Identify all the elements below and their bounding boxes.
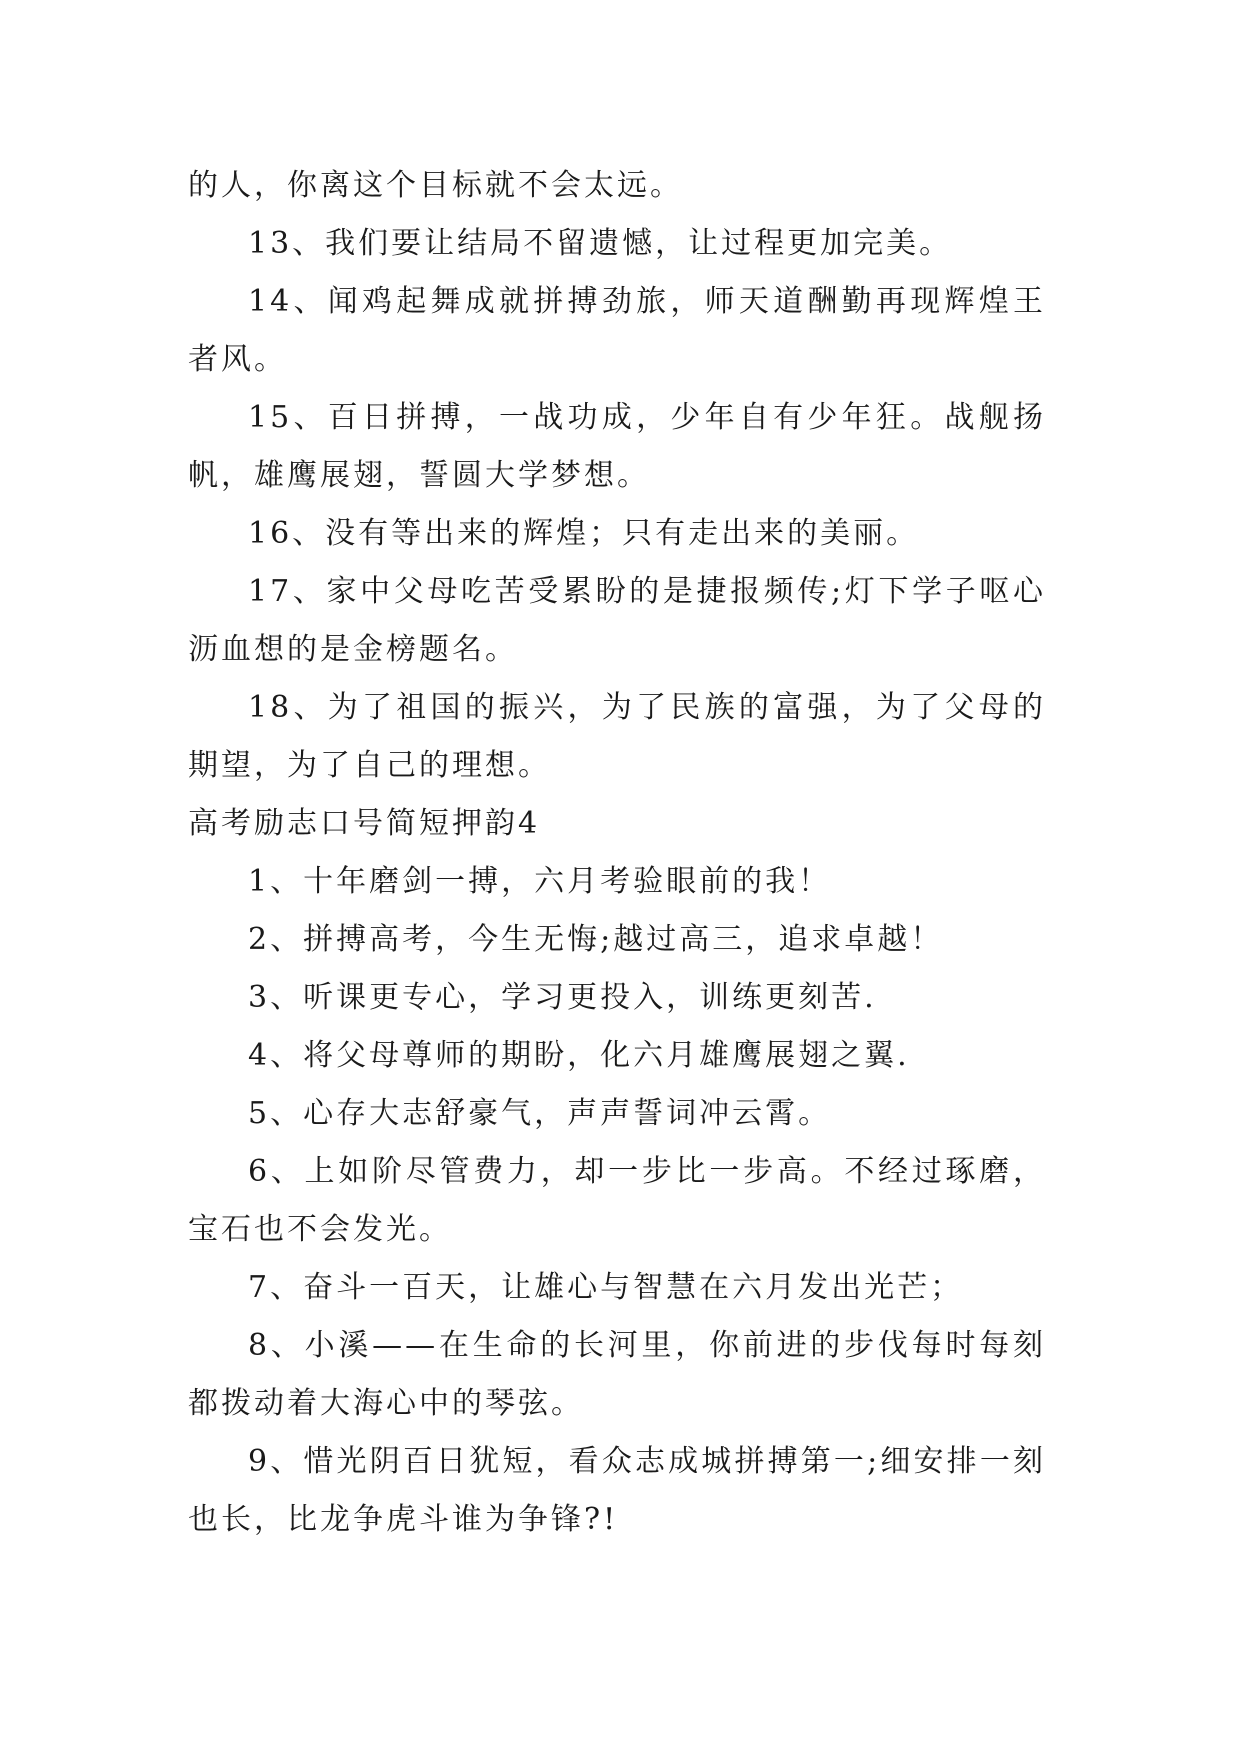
list-item-4: 4、将父母尊师的期盼，化六月雄鹰展翅之翼. bbox=[248, 1038, 910, 1073]
section-heading: 高考励志口号简短押韵4 bbox=[188, 806, 541, 841]
list-item-1: 1、十年磨剑一搏，六月考验眼前的我！ bbox=[248, 864, 832, 899]
list-item-8: 8、小溪——在生命的长河里，你前进的步伐每时每刻都拨动着大海心中的琴弦。 bbox=[188, 1328, 1046, 1421]
list-item-15: 15、百日拼搏，一战功成，少年自有少年狂。战舰扬帆，雄鹰展翅，誓圆大学梦想。 bbox=[188, 400, 1046, 493]
list-item-6: 6、上如阶尽管费力，却一步比一步高。不经过琢磨，宝石也不会发光。 bbox=[188, 1154, 1046, 1247]
list-item-7: 7、奋斗一百天，让雄心与智慧在六月发出光芒； bbox=[248, 1270, 964, 1305]
list-item-5: 5、心存大志舒豪气，声声誓词冲云霄。 bbox=[248, 1096, 832, 1131]
list-item-3: 3、听课更专心，学习更投入，训练更刻苦. bbox=[248, 980, 877, 1015]
paragraph-continuation: 的人，你离这个目标就不会太远。 bbox=[188, 168, 683, 203]
list-item-16: 16、没有等出来的辉煌；只有走出来的美丽。 bbox=[248, 516, 920, 551]
list-item-9: 9、惜光阴百日犹短，看众志成城拼搏第一;细安排一刻也长，比龙争虎斗谁为争锋?! bbox=[188, 1444, 1046, 1537]
list-item-17: 17、家中父母吃苦受累盼的是捷报频传;灯下学子呕心沥血想的是金榜题名。 bbox=[188, 574, 1046, 667]
list-item-13: 13、我们要让结局不留遗憾，让过程更加完美。 bbox=[248, 226, 953, 261]
list-item-18: 18、为了祖国的振兴，为了民族的富强，为了父母的期望，为了自己的理想。 bbox=[188, 690, 1046, 783]
document-body bbox=[188, 157, 1046, 1549]
list-item-14: 14、闻鸡起舞成就拼搏劲旅，师天道酬勤再现辉煌王者风。 bbox=[188, 284, 1046, 377]
list-item-2: 2、拼搏高考，今生无悔;越过高三，追求卓越！ bbox=[248, 922, 944, 957]
